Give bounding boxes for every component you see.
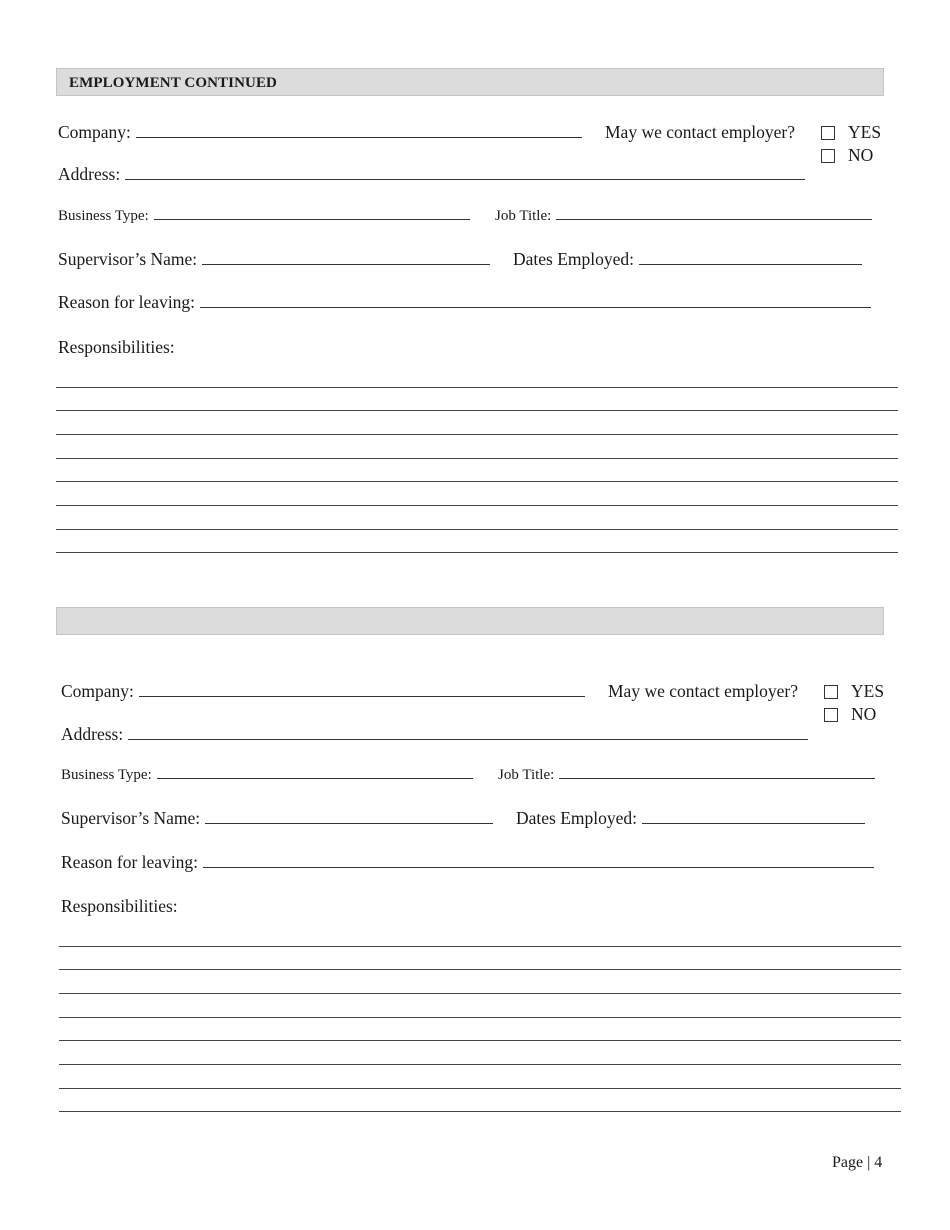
responsibilities-line[interactable] — [59, 1064, 901, 1065]
contact-employer-question — [605, 122, 795, 143]
contact-employer-label: May we contact employer? — [605, 122, 795, 142]
responsibilities-line[interactable] — [59, 1017, 901, 1018]
yes-label: YES — [848, 122, 882, 142]
supervisor-label: Supervisor’s Name: — [58, 249, 198, 269]
dates-employed-row — [513, 249, 862, 270]
contact-employer-label: May we contact employer? — [608, 681, 798, 701]
job-title-label: Job Title: — [498, 767, 555, 783]
responsibilities-line[interactable] — [59, 946, 901, 947]
section-title: EMPLOYMENT CONTINUED — [69, 75, 277, 91]
address-field[interactable] — [128, 738, 808, 740]
job-title-row — [495, 208, 872, 225]
responsibilities-line[interactable] — [56, 552, 898, 553]
company-row — [58, 122, 582, 143]
responsibilities-line[interactable] — [59, 1088, 901, 1089]
responsibilities-line[interactable] — [59, 969, 901, 970]
contact-no-option[interactable] — [824, 704, 876, 725]
business-type-field[interactable] — [154, 218, 470, 220]
responsibilities-line[interactable] — [59, 1040, 901, 1041]
contact-employer-question — [608, 681, 798, 702]
supervisor-row — [61, 808, 493, 829]
company-field[interactable] — [139, 695, 585, 697]
responsibilities-row — [61, 896, 178, 917]
business-type-row — [61, 767, 473, 784]
job-title-field[interactable] — [556, 218, 872, 220]
address-row — [61, 724, 808, 745]
reason-label: Reason for leaving: — [58, 292, 196, 312]
address-label: Address: — [61, 724, 124, 744]
contact-yes-option[interactable] — [821, 122, 881, 143]
responsibilities-line[interactable] — [56, 458, 898, 459]
responsibilities-line[interactable] — [56, 529, 898, 530]
dates-employed-field[interactable] — [639, 263, 862, 265]
section-header-bar — [56, 607, 884, 635]
section-header-bar — [56, 68, 884, 96]
no-checkbox[interactable] — [821, 149, 835, 163]
reason-field[interactable] — [203, 866, 874, 868]
business-type-label: Business Type: — [58, 208, 149, 224]
responsibilities-row — [58, 337, 175, 358]
company-field[interactable] — [136, 136, 582, 138]
responsibilities-line[interactable] — [59, 993, 901, 994]
responsibilities-line[interactable] — [56, 434, 898, 435]
job-title-label: Job Title: — [495, 208, 552, 224]
dates-employed-field[interactable] — [642, 822, 865, 824]
responsibilities-label: Responsibilities: — [61, 896, 178, 916]
dates-employed-label: Dates Employed: — [513, 249, 635, 269]
responsibilities-line[interactable] — [56, 505, 898, 506]
responsibilities-line[interactable] — [56, 387, 898, 388]
responsibilities-line[interactable] — [56, 481, 898, 482]
responsibilities-label: Responsibilities: — [58, 337, 175, 357]
business-type-field[interactable] — [157, 777, 473, 779]
yes-checkbox[interactable] — [824, 685, 838, 699]
address-row — [58, 164, 805, 185]
business-type-label: Business Type: — [61, 767, 152, 783]
responsibilities-line[interactable] — [59, 1111, 901, 1112]
reason-field[interactable] — [200, 306, 871, 308]
dates-employed-label: Dates Employed: — [516, 808, 638, 828]
job-title-row — [498, 767, 875, 784]
company-row — [61, 681, 585, 702]
reason-label: Reason for leaving: — [61, 852, 199, 872]
page-number: Page | 4 — [832, 1154, 883, 1171]
no-label: NO — [848, 145, 874, 165]
reason-row — [61, 852, 874, 873]
supervisor-field[interactable] — [202, 263, 490, 265]
company-label: Company: — [58, 122, 131, 142]
address-label: Address: — [58, 164, 121, 184]
company-label: Company: — [61, 681, 134, 701]
business-type-row — [58, 208, 470, 225]
contact-yes-option[interactable] — [824, 681, 884, 702]
supervisor-row — [58, 249, 490, 270]
yes-checkbox[interactable] — [821, 126, 835, 140]
address-field[interactable] — [125, 178, 805, 180]
job-title-field[interactable] — [559, 777, 875, 779]
supervisor-label: Supervisor’s Name: — [61, 808, 201, 828]
responsibilities-line[interactable] — [56, 410, 898, 411]
no-label: NO — [851, 704, 877, 724]
contact-no-option[interactable] — [821, 145, 873, 166]
supervisor-field[interactable] — [205, 822, 493, 824]
no-checkbox[interactable] — [824, 708, 838, 722]
yes-label: YES — [851, 681, 885, 701]
dates-employed-row — [516, 808, 865, 829]
reason-row — [58, 292, 871, 313]
